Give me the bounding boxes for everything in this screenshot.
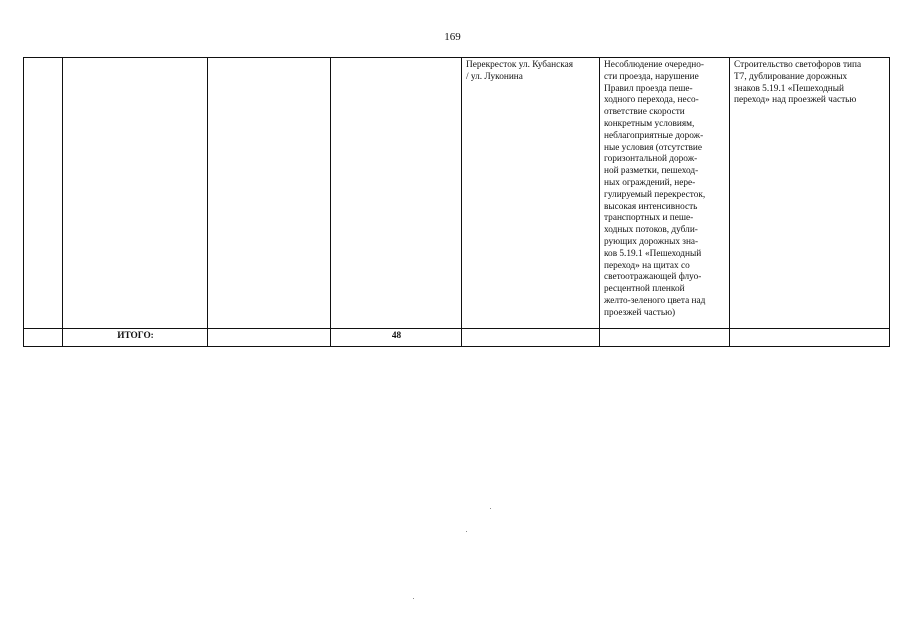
row-number-cell [24,58,63,329]
scan-speck [466,531,467,532]
total-label: ИТОГО: [63,329,208,347]
district-cell [63,58,208,329]
table-row [24,58,890,329]
scan-speck [413,598,414,599]
measures-cell: Строительство светофоров типа Т7, дублирование дорожных знаков 5.19.1 «Пешеходный переход» над проезжей частью [730,58,890,329]
page-number: 169 [444,31,461,43]
total-empty-cell [462,329,600,347]
total-empty-cell [730,329,890,347]
total-empty-cell [600,329,730,347]
total-row [24,329,890,347]
violations-cell: Несоблюдение очереднo- сти проезда, нарушение Правил проезда пеше- ходного перехода, несо- ответствие скорости конкретным условиям, неблагоприятные дорож- ные условия (отсутствие горизонтальной дорож- ной разметки, пешеход- ных ограждений, нере- гулируемый перекресток, высокая интенсивность транспортных и пеше- ходных потоков, дубли- рующих дорожных зна- ков 5.19.1 «Пешеходный переход» на щитах со светоотражающей флуо- ресцентной пленкой желто-зеленого цвета над проезжей частью) [600,58,730,329]
report-table [23,57,890,347]
total-empty-cell [208,329,331,347]
total-value: 48 [331,329,462,347]
total-empty-cell [24,329,63,347]
count-cell [331,58,462,329]
location-cell: Перекресток ул. Кубанская / ул. Луконина [462,58,600,329]
empty-cell [208,58,331,329]
scan-speck [490,508,491,509]
